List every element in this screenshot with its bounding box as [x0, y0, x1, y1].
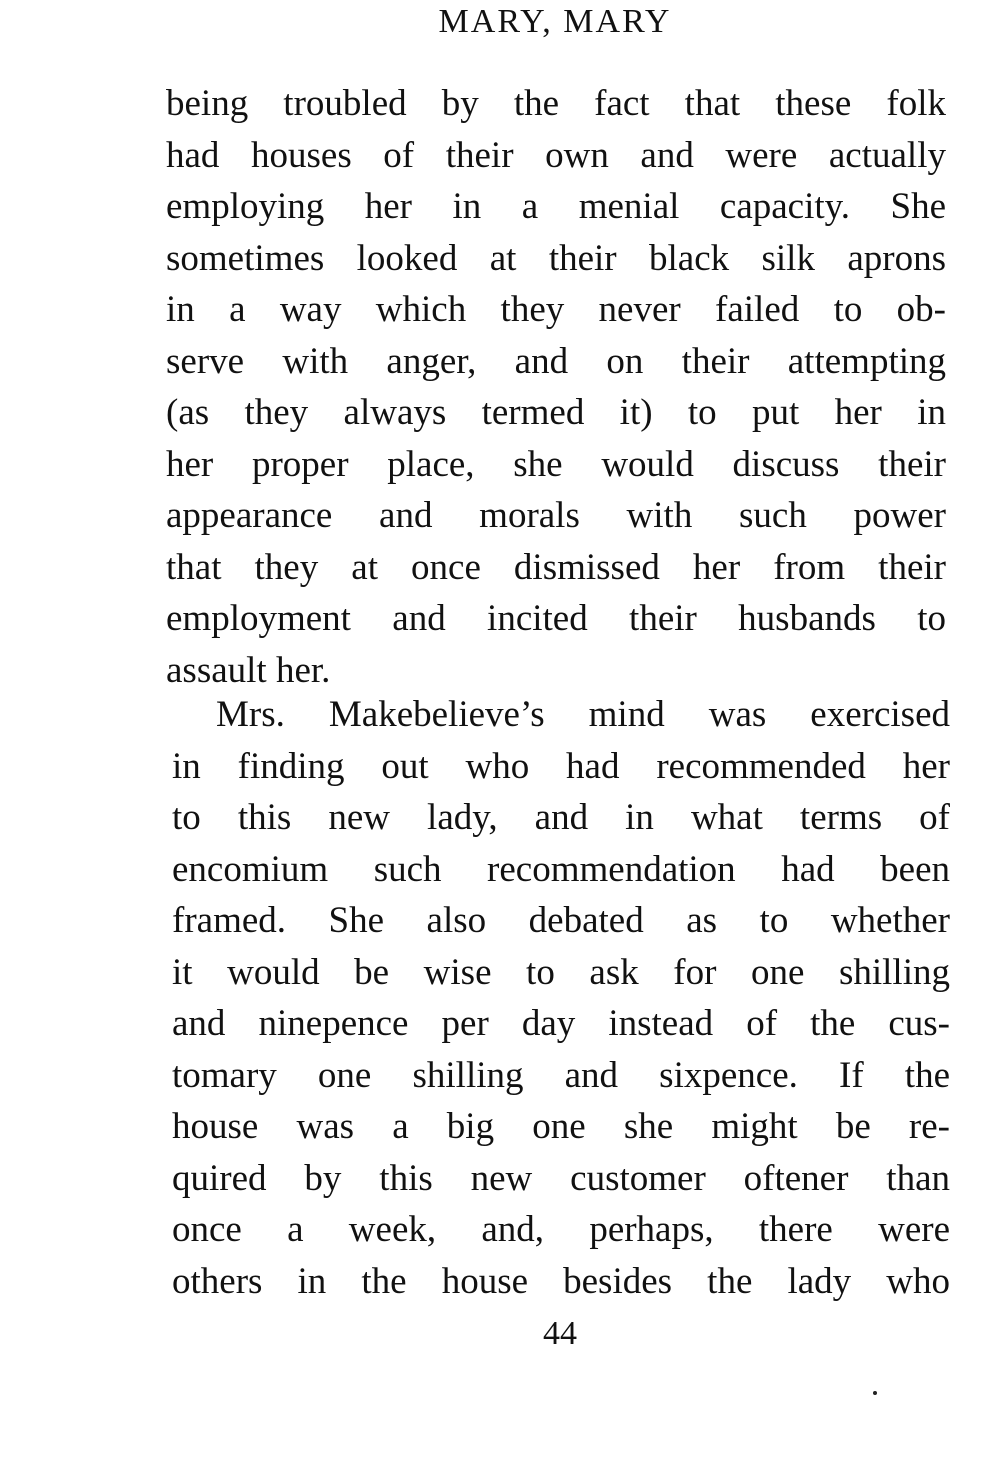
- text-line: in finding out who had recommended her: [172, 745, 950, 787]
- paragraph-2: [172, 689, 950, 1307]
- text-line: encomium such recommendation had been: [172, 848, 950, 890]
- text-line: quired by this new customer oftener than: [172, 1157, 950, 1199]
- running-head: MARY, MARY: [438, 3, 672, 40]
- text-line: had houses of their own and were actually: [166, 134, 946, 176]
- ink-speck: [873, 1391, 877, 1395]
- text-line: in a way which they never failed to ob-: [166, 289, 946, 330]
- text-line: once a week, and, perhaps, there were: [172, 1209, 950, 1250]
- text-line: Mrs. Makebelieve’s mind was exercised: [216, 694, 950, 735]
- text-line: serve with anger, and on their attempting: [166, 340, 946, 382]
- text-line: and ninepence per day instead of the cus-: [172, 1003, 950, 1044]
- text-line: to this new lady, and in what terms of: [172, 797, 950, 838]
- text-line: sometimes looked at their black silk aprons: [166, 237, 946, 279]
- text-line: it would be wise to ask for one shilling: [172, 951, 950, 993]
- text-line: framed. She also debated as to whether: [172, 900, 950, 941]
- paragraph-1: [166, 78, 946, 696]
- text-line: being troubled by the fact that these folk: [166, 83, 946, 124]
- text-line: (as they always termed it) to put her in: [166, 392, 946, 433]
- text-line: appearance and morals with such power: [166, 495, 946, 536]
- text-line: that they at once dismissed her from their: [166, 546, 946, 588]
- text-line: others in the house besides the lady who: [172, 1260, 950, 1302]
- text-line: employment and incited their husbands to: [166, 598, 946, 639]
- text-line: employing her in a menial capacity. She: [166, 186, 946, 227]
- text-line: assault her.: [166, 649, 331, 691]
- text-line: tomary one shilling and sixpence. If the: [172, 1054, 950, 1096]
- page-number: 44: [543, 1315, 577, 1352]
- text-line: house was a big one she might be re-: [172, 1106, 950, 1147]
- text-line: her proper place, she would discuss their: [166, 443, 946, 485]
